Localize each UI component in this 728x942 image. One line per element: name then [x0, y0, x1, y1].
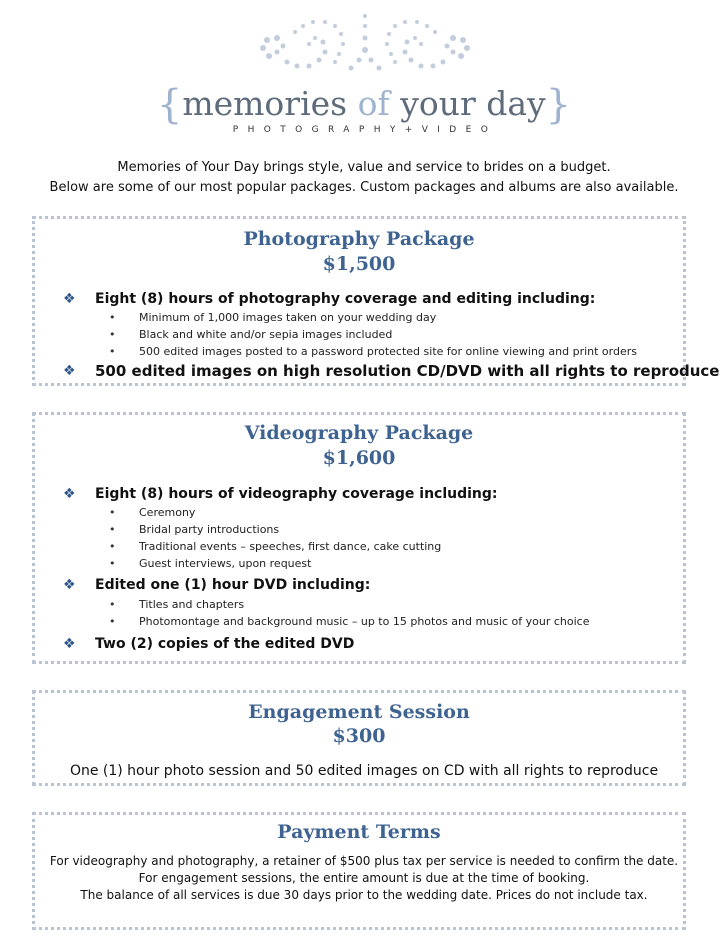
logo-brace-close: } — [545, 82, 572, 128]
payment-line-1: For videography and photography, a retainer of $500 plus tax per service is needed to confirm the date. — [49, 854, 679, 868]
list-item: • 500 edited images posted to a password protected site for online viewing and print orders — [109, 345, 637, 358]
diamond-bullet-icon: ❖ — [63, 486, 76, 502]
payment-terms-title: Payment Terms — [277, 821, 441, 843]
list-item: • Black and white and/or sepia images included — [109, 328, 393, 341]
logo-brace-open: { — [156, 82, 183, 128]
bullet-dot-icon: • — [109, 557, 116, 570]
list-item: • Guest interviews, upon request — [109, 557, 312, 570]
list-item: • Ceremony — [109, 506, 196, 519]
logo-wordmark — [0, 82, 728, 128]
videography-package-price: $1,600 — [322, 447, 396, 469]
payment-terms-text — [0, 853, 728, 904]
list-item: • Photomontage and background music – up to 15 photos and music of your choice — [109, 615, 590, 628]
diamond-bullet-icon: ❖ — [63, 291, 76, 307]
bullet-dot-icon: • — [109, 540, 116, 553]
dotted-swirl-ornament-icon — [255, 12, 475, 82]
engagement-session-title: Engagement Session — [248, 701, 470, 723]
photography-item-2: 500 edited images on high resolution CD/DVD with all rights to reproduce — [95, 362, 720, 380]
photography-package-price: $1,500 — [322, 253, 396, 275]
videography-package-box — [32, 412, 686, 664]
logo — [0, 0, 728, 150]
bullet-dot-icon: • — [109, 345, 116, 358]
payment-line-2: For engagement sessions, the entire amount is due at the time of booking. — [138, 871, 590, 885]
videography-package-title: Videography Package — [244, 422, 474, 444]
engagement-session-description: One (1) hour photo session and 50 edited images on CD with all rights to reproduce — [69, 763, 659, 779]
videography-item-1: Eight (8) hours of videography coverage including: — [95, 486, 498, 502]
videography-item-2: Edited one (1) hour DVD including: — [95, 577, 371, 593]
diamond-bullet-icon: ❖ — [63, 636, 76, 652]
diamond-bullet-icon: ❖ — [63, 577, 76, 593]
bullet-dot-icon: • — [109, 615, 116, 628]
logo-word-of: of — [357, 84, 390, 123]
list-item: • Traditional events – speeches, first dance, cake cutting — [109, 540, 442, 553]
bullet-dot-icon: • — [109, 523, 116, 536]
bullet-dot-icon: • — [109, 506, 116, 519]
logo-tagline: PHOTOGRAPHY+VIDEO — [232, 125, 498, 135]
bullet-dot-icon: • — [109, 328, 116, 341]
list-item: • Minimum of 1,000 images taken on your wedding day — [109, 311, 437, 324]
list-item: • Bridal party introductions — [109, 523, 280, 536]
payment-line-3: The balance of all services is due 30 days prior to the wedding date. Prices do not include tax. — [80, 888, 648, 902]
videography-item-3: Two (2) copies of the edited DVD — [95, 636, 355, 652]
logo-word-memories: memories — [182, 84, 348, 123]
intro-line-1: Memories of Your Day brings style, value and service to brides on a budget. — [117, 160, 611, 175]
logo-word-your-day: your day — [400, 84, 546, 123]
engagement-session-price: $300 — [332, 725, 386, 747]
photography-package-title: Photography Package — [243, 228, 475, 250]
bullet-dot-icon: • — [109, 598, 116, 611]
photography-item-1: Eight (8) hours of photography coverage and editing including: — [95, 291, 596, 307]
list-item: • Titles and chapters — [109, 598, 245, 611]
diamond-bullet-icon: ❖ — [63, 363, 76, 379]
intro-text — [0, 158, 728, 198]
photography-package-box — [32, 216, 720, 386]
bullet-dot-icon: • — [109, 311, 116, 324]
intro-line-2: Below are some of our most popular packages. Custom packages and albums are also available. — [49, 180, 679, 195]
